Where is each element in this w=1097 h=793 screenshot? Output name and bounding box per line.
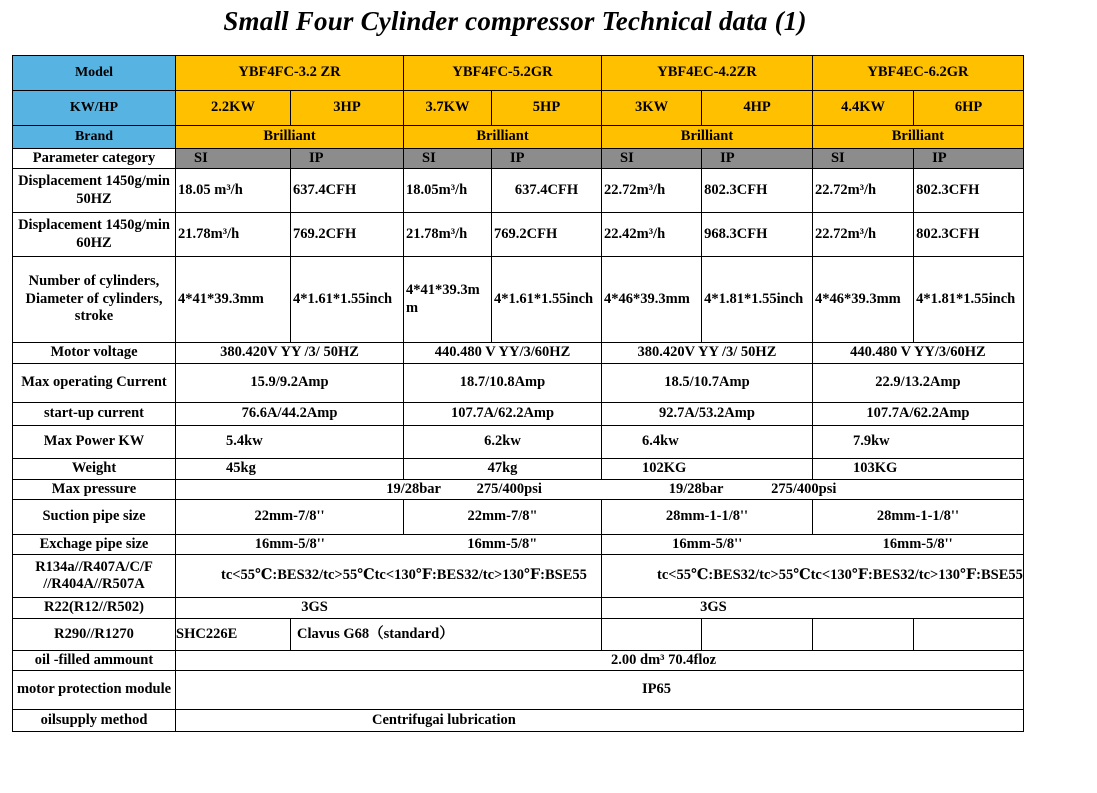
si-header: SI (812, 149, 913, 169)
param-category-row (13, 149, 1024, 169)
value-cell: Clavus G68（standard） (291, 619, 602, 651)
row-label: Number of cylinders, Diameter of cylinders, stroke (13, 257, 176, 343)
value-cell: 107.7A/62.2Amp (404, 403, 602, 426)
value-cell: 22.9/13.2Amp (812, 364, 1023, 403)
value-cell: 47kg (404, 459, 602, 480)
kw-cell: 2.2KW (176, 91, 291, 126)
value-cell: 16mm-5/8'' (602, 535, 813, 555)
si-value: 18.05 m³/h (176, 169, 291, 213)
ip-value: 802.3CFH (914, 213, 1024, 257)
exchange-pipe-row (13, 535, 1024, 555)
empty-cell (602, 619, 702, 651)
value-cell: 22mm-7/8'' (176, 500, 404, 535)
row-label: Suction pipe size (13, 500, 176, 535)
value-cell: 28mm-1-1/8'' (812, 500, 1023, 535)
model-name: YBF4FC-3.2 ZR (176, 56, 404, 91)
r290-row (13, 619, 1024, 651)
hp-cell: 4HP (702, 91, 813, 126)
ip-header: IP (291, 149, 404, 169)
value-cell: 107.7A/62.2Amp (812, 403, 1023, 426)
hp-cell: 6HP (914, 91, 1024, 126)
ip-value: 802.3CFH (914, 169, 1024, 213)
row-label: Parameter category (13, 149, 176, 169)
r134a-lubricant-text: tc<55℃:BES32/tc>55℃tc<130℉:BES32/tc>130℉:BSE55 (221, 567, 587, 584)
brand-cell: Brilliant (176, 126, 404, 149)
row-label: Weight (13, 459, 176, 480)
row-label: oilsupply method (13, 710, 176, 732)
value-cell: 440.480 V YY/3/60HZ (812, 343, 1023, 364)
value-cell: Centrifugai lubrication (176, 710, 1024, 732)
model-name: YBF4FC-5.2GR (404, 56, 602, 91)
suction-pipe-row (13, 500, 1024, 535)
row-label: Max operating Current (13, 364, 176, 403)
row-label: KW/HP (13, 91, 176, 126)
brand-cell: Brilliant (812, 126, 1023, 149)
motor-protection-row (13, 671, 1024, 710)
row-label: oil -filled ammount (13, 651, 176, 671)
kw-cell: 3.7KW (404, 91, 492, 126)
row-label: Brand (13, 126, 176, 149)
value-cell: 16mm-5/8" (404, 535, 602, 555)
row-label: Displacement 1450g/min 60HZ (13, 213, 176, 257)
value-cell: 16mm-5/8'' (812, 535, 1023, 555)
value-cell: 76.6A/44.2Amp (176, 403, 404, 426)
si-value: 4*46*39.3mm (602, 257, 702, 343)
value-cell (176, 555, 602, 598)
ip-header: IP (702, 149, 813, 169)
motor-voltage-row (13, 343, 1024, 364)
ip-value: 968.3CFH (702, 213, 813, 257)
tech-data-table (12, 55, 1024, 732)
ip-value: 802.3CFH (702, 169, 813, 213)
si-value: 22.72m³/h (602, 169, 702, 213)
si-header: SI (602, 149, 702, 169)
si-header: SI (404, 149, 492, 169)
ip-value: 637.4CFH (291, 169, 404, 213)
pressure-psi: 275/400psi (476, 480, 542, 497)
value-cell: 380.420V YY /3/ 50HZ (602, 343, 813, 364)
cylinders-row (13, 257, 1024, 343)
value-cell: 3GS (176, 598, 602, 619)
max-pressure-row (13, 480, 1024, 500)
row-label: start-up current (13, 403, 176, 426)
value-cell: 18.5/10.7Amp (602, 364, 813, 403)
page-title: Small Four Cylinder compressor Technical data (1) (223, 6, 807, 36)
si-value: 18.05m³/h (404, 169, 492, 213)
row-label: Displacement 1450g/min 50HZ (13, 169, 176, 213)
value-cell: 16mm-5/8'' (176, 535, 404, 555)
ip-value: 769.2CFH (291, 213, 404, 257)
hp-cell: 5HP (492, 91, 602, 126)
value-cell: 22mm-7/8" (404, 500, 602, 535)
kw-cell: 3KW (602, 91, 702, 126)
value-cell: 45kg (176, 459, 404, 480)
model-name: YBF4EC-6.2GR (812, 56, 1023, 91)
si-value: 22.72m³/h (812, 213, 913, 257)
max-power-row (13, 426, 1024, 459)
r134a-row (13, 555, 1024, 598)
value-cell: 103KG (812, 459, 1023, 480)
value-cell: 6.4kw (602, 426, 813, 459)
brand-cell: Brilliant (404, 126, 602, 149)
row-label: motor protection module (13, 671, 176, 710)
row-label: R22(R12//R502) (13, 598, 176, 619)
value-cell: 92.7A/53.2Amp (602, 403, 813, 426)
row-label: Model (13, 56, 176, 91)
ip-header: IP (914, 149, 1024, 169)
kwhp-row (13, 91, 1024, 126)
value-cell: 15.9/9.2Amp (176, 364, 404, 403)
brand-cell: Brilliant (602, 126, 813, 149)
value-cell: IP65 (176, 671, 1024, 710)
si-value: 21.78m³/h (176, 213, 291, 257)
r22-row (13, 598, 1024, 619)
empty-cell (702, 619, 813, 651)
value-cell: SHC226E (176, 619, 291, 651)
startup-current-row (13, 403, 1024, 426)
row-label: Motor voltage (13, 343, 176, 364)
ip-header: IP (492, 149, 602, 169)
pressure-bar: 19/28bar (386, 480, 441, 497)
weight-row (13, 459, 1024, 480)
row-label: Max pressure (13, 480, 176, 500)
si-value: 4*46*39.3mm (812, 257, 913, 343)
value-cell (176, 480, 602, 500)
si-value: 22.42m³/h (602, 213, 702, 257)
si-value: 4*41*39.3mm (176, 257, 291, 343)
pressure-psi: 275/400psi (771, 480, 837, 497)
model-name: YBF4EC-4.2ZR (602, 56, 813, 91)
value-cell: 18.7/10.8Amp (404, 364, 602, 403)
ip-value: 4*1.61*1.55inch (291, 257, 404, 343)
ip-value: 769.2CFH (492, 213, 602, 257)
row-label: R134a//R407A/C/F //R404A//R507A (13, 555, 176, 598)
value-cell: 380.420V YY /3/ 50HZ (176, 343, 404, 364)
empty-cell (812, 619, 913, 651)
value-cell: 3GS (602, 598, 1024, 619)
value-cell: 440.480 V YY/3/60HZ (404, 343, 602, 364)
value-cell: 2.00 dm³ 70.4floz (176, 651, 1024, 671)
value-cell: 102KG (602, 459, 813, 480)
displacement-50hz-row (13, 169, 1024, 213)
si-header: SI (176, 149, 291, 169)
value-cell: 6.2kw (404, 426, 602, 459)
value-cell: 28mm-1-1/8'' (602, 500, 813, 535)
row-label: R290//R1270 (13, 619, 176, 651)
si-value: 22.72m³/h (812, 169, 913, 213)
ip-value: 4*1.81*1.55inch (914, 257, 1024, 343)
oil-filled-row (13, 651, 1024, 671)
empty-cell (914, 619, 1024, 651)
value-cell (602, 555, 1024, 598)
hp-cell: 3HP (291, 91, 404, 126)
max-operating-current-row (13, 364, 1024, 403)
oil-supply-row (13, 710, 1024, 732)
ip-value: 4*1.81*1.55inch (702, 257, 813, 343)
value-cell: 5.4kw (176, 426, 404, 459)
pressure-bar: 19/28bar (668, 480, 724, 497)
brand-row (13, 126, 1024, 149)
displacement-60hz-row (13, 213, 1024, 257)
kw-cell: 4.4KW (812, 91, 913, 126)
value-cell (602, 480, 1024, 500)
ip-value: 637.4CFH (492, 169, 602, 213)
row-label: Exchage pipe size (13, 535, 176, 555)
ip-value: 4*1.61*1.55inch (492, 257, 602, 343)
model-row (13, 56, 1024, 91)
r134a-lubricant-text: tc<55℃:BES32/tc>55℃tc<130℉:BES32/tc>130℉:BSE55 (657, 567, 1023, 584)
value-cell: 7.9kw (812, 426, 1023, 459)
si-value: 4*41*39.3mm (404, 257, 492, 343)
si-value: 21.78m³/h (404, 213, 492, 257)
row-label: Max Power KW (13, 426, 176, 459)
